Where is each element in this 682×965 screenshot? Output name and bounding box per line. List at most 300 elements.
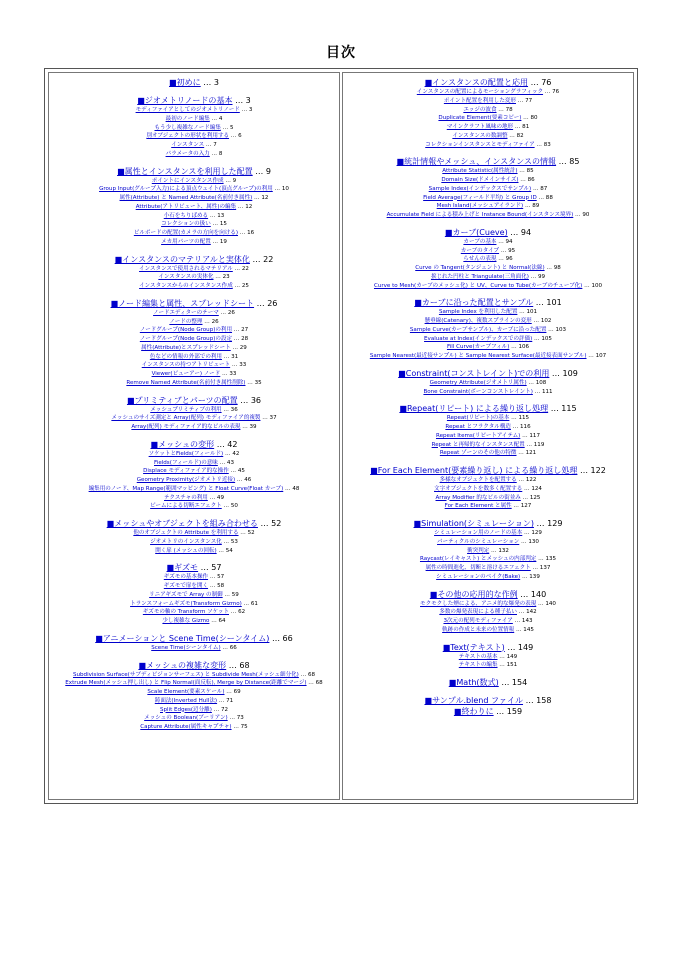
toc-leader: … [517, 309, 527, 316]
toc-page-number: 111 [541, 388, 553, 395]
toc-entry [343, 97, 633, 106]
toc-page-number: 83 [543, 141, 551, 148]
toc-page-number: 36 [230, 406, 238, 413]
toc-page-number: 139 [529, 573, 540, 580]
toc-leader: … [522, 530, 532, 536]
toc-entry [343, 379, 633, 388]
toc-entry-link[interactable]: インスタンスの実体化 [158, 274, 214, 281]
toc-entry-link[interactable]: Accumulate Field による積み上げと Instance Bound(インスタンス境界) [386, 212, 574, 218]
toc-entry-link[interactable]: 編集用のノード、Map Range(範囲マッピング) と Float Curve(Float カーブ) [88, 485, 284, 492]
toc-entry-link[interactable]: テキストの編集 [458, 662, 498, 669]
toc-leader: … [209, 618, 219, 624]
toc-chapter-link[interactable]: ■Simulation(シミュレーション) [413, 519, 534, 528]
toc-entry-link[interactable]: 小石をちりばめる [163, 212, 209, 219]
toc-section [343, 695, 633, 706]
toc-entry-link[interactable]: 少し複雑な Gizmo [162, 618, 210, 624]
toc-leader: … [204, 142, 214, 148]
toc-chapter-link[interactable]: ■統計情報やメッシュ、インスタンスの情報 [396, 157, 557, 167]
toc-entry [49, 273, 339, 282]
toc-entry-link[interactable]: コレクションの扱い [161, 221, 211, 228]
toc-entry [49, 344, 339, 353]
toc-entry-link[interactable]: Sample Index(インデックスでサンプル) [428, 185, 532, 192]
toc-entry-link[interactable]: ソケットとFields(フィールド) [148, 450, 224, 457]
toc-entry [49, 671, 339, 680]
toc-leader: … [208, 212, 218, 219]
toc-entry [49, 644, 339, 653]
toc-entry [49, 467, 339, 476]
toc-entry [49, 608, 339, 617]
toc-chapter-link[interactable]: ■サンプル.blend ファイル [424, 696, 524, 705]
toc-page-number: 36 [250, 395, 262, 405]
toc-entry-link[interactable]: Fill Curve(カーブフィル) [446, 344, 510, 351]
toc-chapter [49, 395, 339, 406]
toc-entry-link[interactable]: Sample Index を利用した配置 [438, 309, 518, 316]
toc-entry-link[interactable]: 衝突判定 [467, 547, 490, 554]
toc-leader: … [509, 344, 519, 351]
toc-leader: … [497, 662, 507, 669]
toc-chapter [49, 77, 339, 88]
toc-entry-link[interactable]: Split Edges(辺分離) [159, 706, 212, 713]
toc-leader: … [515, 97, 526, 104]
toc-entry-link[interactable]: ギズモの軸の Transform ソケット [142, 609, 229, 616]
toc-entry-link[interactable]: インスタンスの持つアトリビュート [141, 362, 231, 369]
toc-leader: … [209, 150, 219, 157]
toc-leader: … [531, 318, 541, 324]
toc-page-number: 107 [595, 353, 607, 359]
toc-leader: … [238, 230, 248, 236]
toc-entry-link[interactable]: Repeat(リピート)の基本 [446, 415, 510, 422]
toc-page-number: 59 [231, 591, 239, 598]
toc-leader: … [208, 583, 218, 589]
toc-entry [49, 124, 339, 133]
toc-entry-link[interactable]: インスタンスで使用されるマテリアル [139, 265, 233, 272]
toc-section [343, 642, 633, 671]
toc-entry [343, 388, 633, 397]
toc-entry [49, 582, 339, 591]
toc-leader: … [221, 503, 231, 510]
toc-chapter-link[interactable]: ■Constraint(コンストレイント)での利用 [398, 368, 550, 378]
toc-leader: … [240, 424, 250, 430]
toc-entry [49, 229, 339, 238]
toc-chapter-link[interactable]: ■アニメーションと Scene Time(シーンタイム) [95, 633, 270, 643]
toc-entry-link[interactable]: マインクラフト風味の地形 [446, 124, 514, 130]
toc-entry-link[interactable]: Geometry Attribute(ジオメトリ属性) [429, 379, 527, 386]
toc-page-number: 57 [217, 574, 225, 581]
toc-page-number: 115 [561, 404, 577, 414]
toc-page-number: 15 [219, 221, 227, 228]
toc-leader: … [232, 283, 242, 289]
toc-section [343, 403, 633, 458]
toc-entry [49, 265, 339, 274]
toc-entry-link[interactable]: Repeat ゾーンのその他の特徴 [439, 450, 517, 457]
toc-section [343, 706, 633, 717]
toc-leader: … [536, 556, 546, 563]
toc-page-number: 149 [506, 653, 518, 660]
toc-chapter [343, 465, 633, 476]
toc-page-number: 145 [523, 626, 534, 633]
toc-leader: … [504, 642, 518, 652]
toc-entry-link[interactable]: 文字オブジェクトを数多く配置する [434, 485, 523, 492]
toc-page-number: 87 [540, 185, 548, 192]
toc-chapter-link[interactable]: ■インスタンスのマテリアルと実体化 [114, 254, 250, 264]
toc-entry-link[interactable]: Raycast(レイキャスト) とメッシュの内部判定 [419, 556, 537, 563]
toc-leader: … [586, 353, 596, 359]
toc-page-number: 43 [226, 459, 234, 466]
toc-entry [49, 406, 339, 415]
toc-entry-link[interactable]: ノードの整理 [169, 318, 203, 325]
toc-page-number: 22 [241, 265, 249, 272]
toc-entry [49, 679, 339, 688]
toc-chapter-link[interactable]: ■ノード編集と属性、スプレッドシート [110, 298, 255, 308]
toc-entry-link[interactable]: メッシュの Boolean(ブーリアン) [144, 715, 228, 722]
toc-page-number: 119 [533, 441, 545, 448]
toc-entry-link[interactable]: シミュレーション用のノードの基本 [434, 530, 523, 536]
toc-entry-link[interactable]: ノードエディターのテーマ [153, 309, 219, 316]
toc-entry-link[interactable]: Duplicate Element(要素コピー) [438, 115, 522, 122]
toc-page-number: 10 [281, 186, 289, 193]
toc-entry-link[interactable]: Attribute Statistic(属性統計) [442, 168, 518, 175]
toc-entry-link[interactable]: Scale Element(要素スケール) [147, 689, 225, 695]
toc-leader: … [235, 477, 245, 483]
toc-chapter-link[interactable]: ■Text(テキスト) [442, 642, 505, 652]
toc-chapter-link[interactable]: ■カーブ(Cueve) [444, 227, 508, 237]
toc-page-number: 49 [216, 494, 224, 501]
toc-entry-link[interactable]: トランスフォームギズモ(Transform Gizmo) [130, 600, 242, 607]
toc-chapter-link[interactable]: ■カーブに沿った配置とサンプル [414, 298, 534, 308]
toc-entry [343, 308, 633, 317]
toc-page-number: 90 [582, 212, 590, 218]
toc-entry-link[interactable]: Viewer(ビューアー) ノード [151, 371, 221, 377]
toc-leader: … [532, 335, 542, 342]
toc-entry [49, 450, 339, 459]
toc-page-number: 140 [545, 600, 556, 607]
toc-chapter-link[interactable]: ■その他の応用的な作例 [429, 589, 518, 599]
toc-chapter [343, 368, 633, 379]
toc-entry-link[interactable]: 多様なオブジェクトを配置する [439, 477, 517, 483]
toc-page-number: 3 [248, 107, 253, 113]
toc-entry-link[interactable]: インスタンスの数調整 [452, 132, 508, 139]
toc-chapter [343, 706, 633, 717]
toc-leader: … [232, 327, 242, 334]
toc-chapter-link[interactable]: ■プリミティブとパーツの配置 [126, 395, 238, 405]
toc-entry-link[interactable]: もう少し複雑なノード編集 [154, 124, 221, 131]
toc-entry-link[interactable]: ビルボードの配置(カメラの方向を向ける) [133, 230, 239, 236]
toc-entry-link[interactable]: Remove Named Attribute(名前付き属性削除) [126, 379, 246, 386]
toc-entry-link[interactable]: 他のオブジェクトの Attribute を利用する [133, 530, 239, 536]
toc-entry-link[interactable]: Geometry Proximity(ジオメトリ近接) [136, 477, 236, 483]
toc-leader: … [260, 415, 270, 422]
toc-leader: … [507, 132, 517, 139]
toc-leader: … [512, 618, 522, 624]
toc-chapter-link[interactable]: ■For Each Element(要素繰り返し) による繰り返し処理 [370, 466, 578, 475]
toc-entry-link[interactable]: 懸垂線(Catenary)、複数スプラインの変形 [424, 318, 532, 324]
toc-leader: … [517, 168, 527, 175]
toc-page-number: 100 [591, 282, 603, 289]
toc-leader: … [582, 282, 592, 289]
toc-leader: … [228, 468, 238, 475]
toc-entry-link[interactable]: ギズモの基本操作 [163, 574, 209, 581]
toc-chapter-link[interactable]: ■インスタンスの配置と応用 [424, 78, 529, 87]
toc-page-number: 82 [516, 132, 524, 139]
toc-entry-link[interactable]: ノードグループ(Node Group)の設定 [139, 336, 233, 342]
toc-page-number: 106 [518, 344, 530, 351]
toc-entry-link[interactable]: Displace モディファイア的な操作 [143, 468, 229, 475]
toc-entry [49, 697, 339, 706]
toc-chapter-link[interactable]: ■メッシュの変形 [150, 439, 215, 449]
toc-page-number: 105 [541, 335, 552, 342]
toc-leader: … [516, 609, 527, 616]
toc-leader: … [200, 78, 214, 87]
toc-entry [343, 167, 633, 176]
toc-entry-link[interactable]: カーブのタイプ [460, 247, 500, 254]
toc-section [49, 439, 339, 511]
toc-leader: … [221, 353, 232, 360]
toc-entry-link[interactable]: コレクションインスタンスとモディファイア [425, 141, 535, 148]
toc-page-number: 9 [265, 166, 271, 176]
toc-entry-link[interactable]: Fields(フィールド)の意味 [154, 459, 218, 466]
toc-chapter-link[interactable]: ■Math(数式) [448, 678, 499, 687]
toc-entry [49, 706, 339, 715]
toc-page-number: 7 [213, 142, 217, 148]
toc-entry [49, 591, 339, 600]
toc-entry [49, 220, 339, 229]
toc-entry-link[interactable]: ギズモで扉を開く [163, 583, 209, 589]
toc-entry-link[interactable]: Evaluate at Index(インデックスでの評価) [424, 335, 533, 342]
toc-entry-link[interactable]: リニアギズモで Array の制御 [149, 591, 223, 598]
toc-section [49, 518, 339, 555]
toc-entry-link[interactable]: メッシュプリミティブの利用 [150, 406, 222, 413]
toc-leader: … [549, 368, 563, 378]
toc-entry-link[interactable]: ポイント配置を利用した変形 [443, 97, 516, 104]
toc-chapter-link[interactable]: ■終わりに [453, 707, 494, 716]
toc-chapter-link[interactable]: ■メッシュやオブジェクトを組み合わせる [106, 519, 258, 528]
toc-entry-link[interactable]: テクスチャの利用 [164, 494, 208, 501]
toc-entry-link[interactable]: インスタンスからのインスタンス作成 [139, 283, 233, 289]
toc-leader: … [232, 265, 242, 272]
toc-entry-link[interactable]: 軌跡の作成と未来の位置情報 [442, 626, 515, 633]
toc-entry-link[interactable]: Sample Nearest(最近接サンプル) と Sample Nearest Surface(最近接表面サンプル) [369, 353, 587, 359]
toc-entry-link[interactable]: テキストの基本 [458, 653, 498, 660]
toc-entry-link[interactable]: 開く扉 (メッシュの回転) [155, 547, 217, 554]
toc-entry-link[interactable]: 色などの情報の外部での利用 [149, 353, 222, 360]
toc-page-number: 121 [525, 450, 537, 457]
toc-leader: … [507, 227, 521, 237]
toc-entry-link[interactable]: Sample Curve(カーブサンプル)、カーブに沿った配置 [409, 326, 547, 333]
toc-page-number: 42 [232, 450, 240, 457]
toc-entry-link[interactable]: Extrude Mesh(メッシュ押し出し) と Flip Normal(面反転), Merge by Distance(距離でマージ) [65, 680, 307, 687]
toc-page-number: 62 [238, 609, 246, 616]
toc-page-number: 68 [307, 671, 315, 678]
toc-page-number: 23 [222, 274, 230, 281]
toc-leader: … [272, 186, 282, 193]
toc-page-number: 45 [237, 468, 245, 475]
toc-chapter [343, 589, 633, 600]
toc-entry-link[interactable]: インスタンス [171, 142, 205, 148]
toc-entry-link[interactable]: Field Average(フィールド平均) と Group ID [423, 194, 537, 201]
toc-chapter-link[interactable]: ■ギズモ [166, 563, 199, 573]
toc-entry-link[interactable]: ジオメトリのインスタンス化 [150, 538, 222, 545]
toc-entry-link[interactable]: エッジの波食 [463, 106, 497, 113]
toc-entry-link[interactable]: モディファイアとしてのジオメトリノード [135, 107, 240, 113]
toc-leader: … [496, 238, 506, 245]
toc-entry-link[interactable]: Bone Constraint(ボーンコンストレイント) [423, 388, 533, 395]
toc-page-number: 71 [226, 697, 234, 704]
toc-leader: … [518, 177, 528, 183]
toc-entry-link[interactable]: Capture Attribute(属性キャプチャ) [140, 724, 232, 730]
toc-page-number: 96 [505, 256, 513, 263]
toc-leader: … [528, 273, 538, 280]
toc-page-number: 68 [315, 680, 323, 687]
toc-leader: … [520, 573, 530, 580]
toc-page-number: 77 [525, 97, 533, 104]
toc-entry [49, 494, 339, 503]
toc-entry [49, 185, 339, 194]
toc-entry-link[interactable]: パラメータの入力 [165, 150, 210, 157]
toc-chapter-link[interactable]: ■初めに [169, 78, 201, 87]
toc-leader: … [546, 326, 556, 333]
toc-page-number: 154 [511, 678, 528, 687]
toc-leader: … [510, 424, 521, 430]
toc-leader: … [232, 96, 246, 105]
toc-leader: … [544, 265, 554, 271]
toc-page-number: 75 [240, 724, 248, 730]
toc-entry [343, 423, 633, 432]
toc-leader: … [229, 133, 239, 140]
toc-entry-link[interactable]: 3次元の配列モディファイア [443, 618, 513, 624]
toc-leader: … [530, 565, 540, 571]
toc-entry-link[interactable]: カーブの基本 [463, 238, 497, 245]
toc-page-number: 130 [528, 538, 539, 545]
toc-entry-link[interactable]: 属性(Attribute) と Named Attribute(名前付き属性) [119, 195, 253, 201]
toc-chapter [343, 518, 633, 529]
toc-leader: … [499, 247, 509, 254]
toc-entry-link[interactable]: Curve の Tangent(タンジェント) と Normal(法線) [415, 265, 545, 271]
toc-entry [343, 343, 633, 352]
toc-entry-link[interactable]: For Each Element と属性 [444, 503, 512, 510]
toc-chapter-link[interactable]: ■ジオメトリノードの基本 [137, 96, 233, 105]
toc-page-number: 122 [590, 466, 606, 475]
toc-page-number: 35 [254, 379, 262, 386]
toc-entry-link[interactable]: 属性の時間進化、切断と溶けるエフェクト [425, 565, 531, 571]
toc-entry-link[interactable]: らせんの表現 [463, 256, 497, 263]
toc-page-number: 9 [232, 177, 237, 184]
toc-chapter-link[interactable]: ■Repeat(リピート) による繰り返し処理 [399, 404, 549, 414]
toc-entry-link[interactable]: Array(配列) モディファイア的なビルの表現 [131, 424, 241, 430]
toc-entry [343, 202, 633, 211]
toc-entry-link[interactable]: Mesh Island(メッシュアイランド) [436, 203, 524, 210]
toc-section [49, 254, 339, 291]
toc-section [49, 395, 339, 432]
toc-leader: … [217, 697, 227, 704]
toc-chapter-link[interactable]: ■メッシュの複雑な変形 [138, 660, 227, 670]
toc-entry-link[interactable]: Repeat とフラクタル構造 [445, 424, 511, 430]
toc-leader: … [229, 609, 239, 616]
toc-entry-link[interactable]: ビームによる切断エフェクト [150, 503, 222, 510]
toc-entry-link[interactable]: シミュレーションのベイク(Bake) [436, 573, 521, 580]
toc-entry-link[interactable]: 属性(Attribute)とスプレッドシート [141, 344, 231, 351]
toc-leader: … [536, 600, 546, 607]
toc-section [49, 298, 339, 388]
toc-entry-link[interactable]: モクモクした煙による、アニメ的な爆発の表現 [420, 600, 537, 607]
toc-entry-link[interactable]: ポイントにインスタンス作成 [151, 177, 224, 184]
toc-page-number: 81 [522, 124, 530, 130]
toc-entry-link[interactable]: 最初のノード編集 [165, 115, 210, 122]
toc-page-number: 53 [230, 538, 238, 545]
toc-leader: … [577, 466, 591, 475]
toc-leader: … [573, 212, 583, 218]
toc-page-number: 29 [239, 344, 247, 351]
toc-page-number: 66 [282, 633, 293, 643]
toc-entry-link[interactable]: Domain Size(ドメインサイズ) [441, 177, 519, 183]
toc-page-number: 86 [527, 177, 535, 183]
toc-entry-link[interactable]: 多数の爆発表現による種子払い [439, 609, 517, 616]
toc-page-number: 16 [247, 230, 255, 236]
toc-entry-link[interactable]: 鋳面法(Inverted Hull法) [154, 697, 218, 704]
toc-entry-link[interactable]: Repeat Items(リピートアイテム) [435, 432, 521, 439]
toc-entry [343, 432, 633, 441]
toc-entry-link[interactable]: Attribute(アトリビュート、属性)の編集 [135, 203, 237, 210]
toc-entry [49, 115, 339, 124]
toc-entry [343, 255, 633, 264]
toc-entry [49, 141, 339, 150]
toc-entry [343, 626, 633, 635]
toc-chapter-link[interactable]: ■属性とインスタンスを利用した配置 [117, 166, 253, 176]
toc-page-number: 64 [218, 618, 226, 624]
toc-section [343, 368, 633, 397]
toc-entry [49, 106, 339, 115]
toc-page-number: 101 [546, 298, 562, 308]
toc-entry-link[interactable]: Subdivision Surface(サブディビジョンサーフェス) と Subdivide Mesh(メッシュ細分化) [72, 671, 299, 678]
toc-entry [343, 141, 633, 150]
toc-leader: … [522, 485, 532, 492]
toc-entry-link[interactable]: 別オブジェクトの形状を利用する [146, 133, 230, 140]
toc-entry-link[interactable]: 捩じれた円柱と Triangulate(三角面化) [430, 273, 529, 280]
toc-entry [343, 441, 633, 450]
toc-entry-link[interactable]: ノードグループ(Node Group)の利用 [139, 327, 233, 334]
toc-entry-link[interactable]: Scene Time(シーンタイム) [151, 644, 221, 651]
toc-entry [343, 88, 633, 97]
toc-entry-link[interactable]: Curve to Mesh(カーブのメッシュ化) と UV、Curve to Tube(カーブのチューブ化) [373, 282, 583, 289]
toc-leader: … [220, 644, 230, 651]
toc-page-number: 95 [508, 247, 516, 254]
toc-page-number: 94 [520, 227, 532, 237]
toc-entry-link[interactable]: Array Modifier 的なビルの街並み [435, 494, 521, 501]
toc-page-number: 85 [526, 168, 534, 175]
toc-entry [343, 653, 633, 662]
toc-leader: … [220, 124, 230, 131]
toc-leader: … [249, 254, 264, 264]
toc-page-number: 3 [213, 78, 219, 87]
toc-page-number: 80 [530, 115, 538, 122]
toc-entry [343, 547, 633, 556]
toc-leader: … [532, 388, 542, 395]
toc-leader: … [224, 689, 234, 695]
toc-entry [343, 529, 633, 538]
toc-leader: … [227, 715, 237, 722]
toc-entry-link[interactable]: パーティクルのシミュレーション [437, 538, 520, 545]
toc-entry-link[interactable]: メカ用パーツの配置 [161, 238, 211, 245]
toc-chapter [49, 518, 339, 529]
toc-entry [343, 238, 633, 247]
toc-leader: … [523, 203, 533, 210]
toc-entry-link[interactable]: メッシュのサイズ測定と Array(配列) モディファイア的複製 [111, 415, 261, 422]
toc-chapter [49, 95, 339, 106]
toc-page-number: 54 [225, 547, 233, 554]
toc-entry-link[interactable]: インスタンスの配置によるモーショングラフィック [416, 89, 544, 95]
toc-entry-link[interactable]: Repeat と再帰的なインスタンス配置 [431, 441, 525, 448]
toc-leader: … [220, 371, 230, 377]
toc-entry-link[interactable]: Group Input(グループ入力)による頂点ウェイト(頂点グループ)の利用 [99, 186, 273, 193]
